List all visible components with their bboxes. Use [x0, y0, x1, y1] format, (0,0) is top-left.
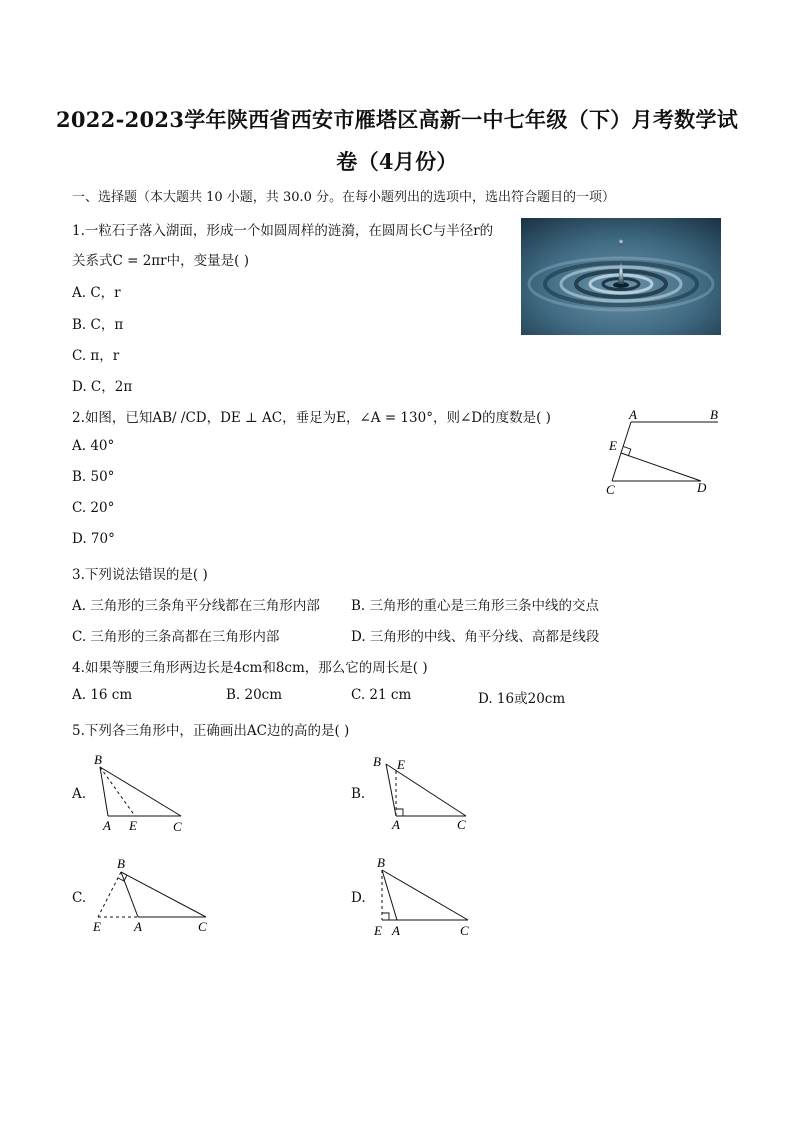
q5d-label-b: B	[377, 855, 385, 870]
q1-stem-line1: 1.一粒石子落入湖面，形成一个如圆周样的涟漪，在圆周长C与半径r的	[72, 223, 494, 239]
q2-option-c: C. 20°	[72, 500, 115, 516]
q2-label-b: B	[710, 407, 718, 422]
q2-label-a: A	[629, 407, 637, 422]
q1-option-a: A. C，r	[72, 285, 121, 301]
q5-option-d-letter: D.	[351, 890, 366, 906]
q5a-label-b: B	[94, 752, 102, 767]
q5b-label-a: A	[392, 817, 400, 832]
section-header: 一、选择题（本大题共 10 小题，共 30.0 分。在每小题列出的选项中，选出符合题目的一项）	[72, 190, 616, 205]
q5-option-c-letter: C.	[72, 890, 87, 906]
q5d-label-e: E	[374, 923, 382, 938]
q3-stem: 3.下列说法错误的是( )	[72, 567, 208, 583]
q5a-label-c: C	[173, 819, 182, 834]
q3-option-a: A. 三角形的三条角平分线都在三角形内部	[72, 598, 320, 614]
q3-option-c: C. 三角形的三条高都在三角形内部	[72, 629, 280, 645]
q3-option-b: B. 三角形的重心是三角形三条中线的交点	[351, 598, 600, 614]
q5c-label-c: C	[198, 919, 207, 934]
q5-figure-c	[88, 852, 218, 942]
q2-option-a: A. 40°	[72, 438, 115, 454]
q1-option-c: C. π，r	[72, 348, 120, 364]
q1-stem-line2: 关系式C = 2πr中，变量是( )	[72, 253, 249, 269]
q2-option-d: D. 70°	[72, 531, 115, 547]
q5b-label-b: B	[373, 754, 381, 769]
q5c-label-b: B	[117, 856, 125, 871]
q2-stem: 2.如图，已知AB/ /CD，DE ⊥ AC，垂足为E，∠A = 130°，则∠D的度数是( )	[72, 410, 551, 426]
q5b-label-c: C	[457, 817, 466, 832]
q5-stem: 5.下列各三角形中，正确画出AC边的高的是( )	[72, 723, 350, 739]
q5-option-b-letter: B.	[351, 786, 366, 802]
q4-stem: 4.如果等腰三角形两边长是4cm和8cm，那么它的周长是( )	[72, 660, 428, 676]
q2-option-b: B. 50°	[72, 469, 115, 485]
q5-figure-a	[88, 748, 198, 838]
q4-option-d: D. 16或20cm	[478, 691, 566, 707]
q2-label-c: C	[606, 482, 615, 497]
q1-option-b: B. C，π	[72, 317, 124, 333]
water-ripple-photo	[521, 218, 721, 335]
q5d-label-a: A	[392, 923, 400, 938]
exam-title-line1: 2022-2023学年陕西省西安市雁塔区高新一中七年级（下）月考数学试	[55, 107, 739, 132]
q2-label-d: D	[697, 480, 707, 495]
q1-option-d: D. C，2π	[72, 379, 133, 395]
q4-option-b: B. 20cm	[226, 687, 283, 703]
q5c-label-a: A	[134, 919, 142, 934]
q5a-label-a: A	[103, 818, 111, 833]
q2-figure	[600, 402, 730, 498]
q3-option-d: D. 三角形的中线、角平分线、高都是线段	[351, 629, 600, 645]
q5a-label-e: E	[129, 818, 137, 833]
q4-option-a: A. 16 cm	[72, 687, 133, 703]
q5-option-a-letter: A.	[72, 786, 87, 802]
q5-figure-b	[368, 748, 478, 838]
q5d-label-c: C	[460, 923, 469, 938]
q4-option-c: C. 21 cm	[351, 687, 412, 703]
q2-label-e: E	[609, 438, 617, 453]
exam-title-line2: 卷（4月份）	[336, 149, 458, 174]
q5b-label-e: E	[397, 757, 405, 772]
q5c-label-e: E	[93, 919, 101, 934]
q5-figure-d	[368, 852, 478, 942]
